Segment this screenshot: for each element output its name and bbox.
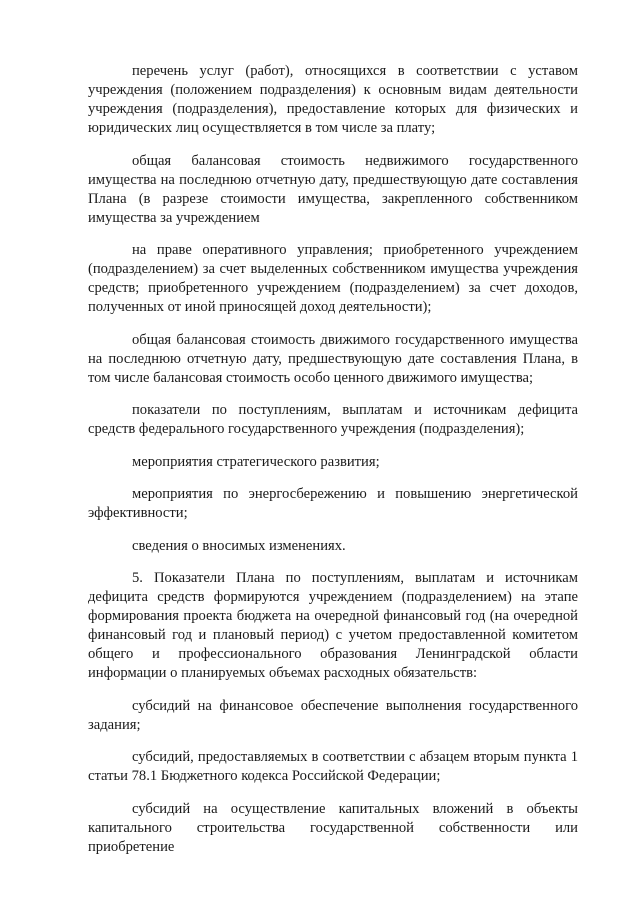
paragraph-strategic-development: мероприятия стратегического развития; (132, 453, 380, 470)
paragraph-subsidy-capital-investments: субсидий на осуществление капитальных вложений в объекты капитального строительства государственной собственности или приобретение (88, 800, 578, 855)
paragraph-operational-management: на праве оперативного управления; приобретенного учреждением (подразделением) за счет выделенных собственником имущества учреждения средств; приобретенного учреждением (подразделением) за счет доходов, полученных от иной приносящей доход деятельности); (88, 242, 578, 315)
paragraph-movable-property-value: общая балансовая стоимость движимого государственного имущества на последнюю отчетную дату, предшествующую дате составления Плана, в том числе балансовая стоимость особо ценного движимого имущества; (88, 331, 578, 386)
paragraph-real-estate-value: общая балансовая стоимость недвижимого государственного имущества на последнюю отчетную дату, предшествующую дате составления Плана (в разрезе стоимости имущества, закрепленного собственником имущества за учреждением (88, 152, 578, 226)
document-body (88, 62, 578, 857)
paragraph-services-list: перечень услуг (работ), относящихся в соответствии с уставом учреждения (положением подразделения) к основным видам деятельности учреждения (подразделения), предоставление которых для физических и юридических лиц осуществляется в том числе за плату; (88, 63, 578, 136)
paragraph-indicators: показатели по поступлениям, выплатам и источникам дефицита средств федерального государственного учреждения (подразделения); (88, 402, 578, 437)
paragraph-energy-saving: мероприятия по энергосбережению и повышению энергетической эффективности; (88, 486, 578, 521)
paragraph-subsidy-state-task: субсидий на финансовое обеспечение выполнения государственного задания; (88, 697, 578, 733)
paragraph-section-5: 5. Показатели Плана по поступлениям, выплатам и источникам дефицита средств формируются учреждением (подразделением) на этапе формирования проекта бюджета на очередной финансовый год (на очередной финансовый год и плановый период) с учетом предоставленной комитетом общего и профессионального образования Ленинградской области информации о планируемых объемах расходных обязательств: (88, 570, 578, 681)
paragraph-subsidy-article-78-1: субсидий, предоставляемых в соответствии с абзацем вторым пункта 1 статьи 78.1 Бюджетного кодекса Российской Федерации; (88, 749, 578, 784)
paragraph-changes-info: сведения о вносимых изменениях. (132, 537, 346, 554)
